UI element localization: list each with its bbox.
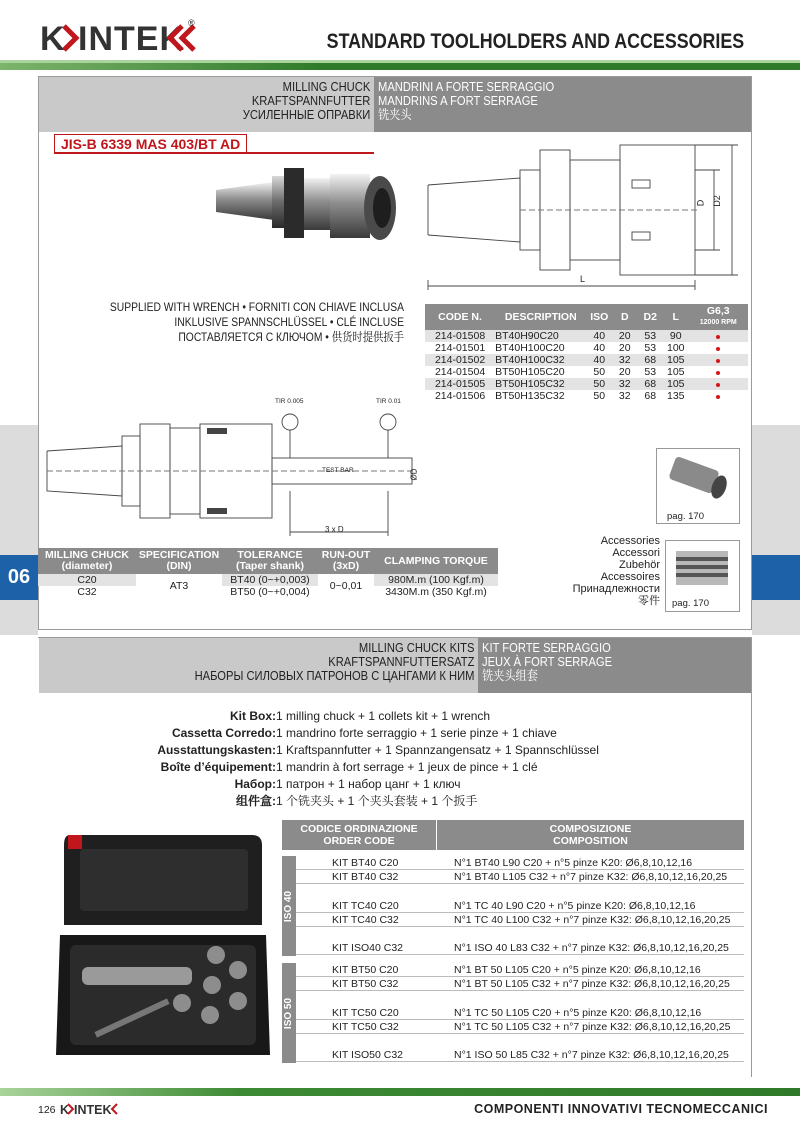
kit-case-icon <box>52 825 274 1065</box>
spec-col-specification: SPECIFICATION (DIN) <box>136 548 222 574</box>
kit-composition: N°1 ISO 40 L83 C32 + n°7 pinze K32: Ø6,8,10,12,16,20,25 <box>454 942 729 955</box>
iso50-rows <box>296 963 744 1062</box>
footer-rule <box>0 1088 800 1096</box>
kit-row <box>296 927 744 941</box>
product-cell: 40 <box>587 330 613 342</box>
red-dot-icon <box>716 335 720 339</box>
kit-code: KIT TC50 C20 <box>332 1006 399 1019</box>
kits-title-de: KRAFTSPANNFUTTERSATZ <box>327 654 474 669</box>
kit-composition: N°1 BT 50 L105 C32 + n°7 pinze K32: Ø6,8,10,12,16,20,25 <box>454 978 730 991</box>
runout-drawing-icon <box>42 396 422 541</box>
milling-chuck-image-icon <box>212 160 402 255</box>
kit-col-composition: COMPOSIZIONE COMPOSITION <box>436 820 744 850</box>
acc-en: Accessories <box>600 535 660 547</box>
svg-text:K: K <box>60 1103 70 1117</box>
product-cell: 50 <box>593 366 606 378</box>
kit-row <box>296 899 744 913</box>
product-cell: 135 <box>666 390 685 402</box>
acc-zh: 零件 <box>638 595 660 607</box>
availability-dot <box>689 390 749 402</box>
availability-dot <box>689 342 749 354</box>
iso40-label: ISO 40 <box>283 890 295 922</box>
kit-line-ru: Набор: 1 патрон + 1 набор цанг + 1 ключ <box>234 777 461 791</box>
kit-composition: N°1 BT 50 L105 C20 + n°5 pinze K20: Ø6,8,10,12,16 <box>454 964 701 976</box>
red-dot-icon <box>716 347 720 351</box>
iso40-label-bar <box>282 856 296 956</box>
collet-icon <box>666 541 739 595</box>
kintek-small-logo-icon <box>60 1101 120 1117</box>
chuck-drawing <box>420 140 750 295</box>
col-description: DESCRIPTION <box>495 304 586 330</box>
product-cell: 105 <box>663 378 689 390</box>
product-cell: 214-01508 <box>425 330 495 342</box>
iso40-rows <box>296 856 744 955</box>
kit-code <box>296 927 436 941</box>
tir2-label: TIR 0.01 <box>376 398 401 405</box>
kit-code: KIT TC40 C20 <box>332 899 399 912</box>
col-d: D <box>612 304 638 330</box>
product-cell: 68 <box>638 378 664 390</box>
kit-code <box>296 884 436 898</box>
standard-underline <box>54 152 374 154</box>
accessory-1-page[interactable]: pag. 170 <box>667 511 704 522</box>
kit-composition: N°1 TC 50 L105 C32 + n°7 pinze K32: Ø6,8,10,12,16,20,25 <box>454 1020 731 1033</box>
product-cell: 20 <box>618 366 631 378</box>
product-row <box>425 330 748 342</box>
product-cell: 214-01502 <box>425 354 495 366</box>
product-cell: 32 <box>612 378 638 390</box>
footer-tagline: COMPONENTI INNOVATIVI TECNOMECCANICI <box>474 1102 768 1116</box>
kit-line-fr: Boîte d’équipement: 1 mandrin à fort serrage + 1 jeux de pince + 1 clé <box>160 760 538 774</box>
spec-torque-c20: 980M.m (100 Kgf.m) <box>374 574 498 586</box>
footer-logo <box>60 1101 120 1117</box>
acc-it: Accessori <box>612 547 660 559</box>
kit-row <box>296 1006 744 1020</box>
title-en: MILLING CHUCK <box>282 79 370 94</box>
accessory-2-page[interactable]: pag. 170 <box>672 598 709 609</box>
red-dot-icon <box>716 395 720 399</box>
spec-tolerance-c20: BT40 (0~+0,003) <box>222 574 318 586</box>
kit-code: KIT BT40 C32 <box>332 871 399 884</box>
page-number: 126 <box>38 1104 56 1116</box>
product-cell: 105 <box>663 354 689 366</box>
milling-chuck-titles-left <box>222 80 370 122</box>
red-dot-icon <box>716 359 720 363</box>
balance-rpm: 12000 RPM <box>699 319 737 326</box>
kit-code <box>296 991 436 1005</box>
kit-code: KIT BT50 C20 <box>332 964 399 976</box>
product-cell: 100 <box>666 342 685 354</box>
kit-composition <box>436 1034 744 1048</box>
3xd-label: 3 x D <box>325 525 344 534</box>
kit-code: KIT ISO40 C32 <box>332 942 404 955</box>
spec-tolerance-c32: BT50 (0~+0,004) <box>230 586 310 598</box>
availability-dot <box>689 378 749 390</box>
kit-contents <box>150 708 750 810</box>
tir1-label: TIR 0.005 <box>275 398 304 405</box>
spec-col-torque: CLAMPING TORQUE <box>374 548 498 574</box>
kit-table-header <box>282 820 744 850</box>
acc-fr: Accessoires <box>600 571 660 583</box>
iso50-label: ISO 50 <box>283 997 295 1029</box>
side-stripe <box>0 425 38 635</box>
product-cell: BT40H100C32 <box>495 354 586 366</box>
red-dot-icon <box>716 383 720 387</box>
page-title: STANDARD TOOLHOLDERS AND ACCESSORIES <box>326 30 744 53</box>
title-fr: MANDRINS A FORT SERRAGE <box>378 93 538 108</box>
spec-specification: AT3 <box>136 574 222 598</box>
kit-row <box>296 1048 744 1062</box>
product-cell: 40 <box>593 342 606 354</box>
product-cell: 20 <box>618 342 631 354</box>
title-it: MANDRINI A FORTE SERRAGGIO <box>378 79 555 94</box>
product-cell: 68 <box>644 390 657 402</box>
kits-title-fr: JEUX À FORT SERRAGE <box>482 654 613 669</box>
red-dot-icon <box>716 371 720 375</box>
kit-row <box>296 856 744 870</box>
dim-l-label: L <box>580 274 586 284</box>
product-cell: 53 <box>644 366 657 378</box>
kit-row <box>296 941 744 955</box>
product-cell: 214-01504 <box>434 366 486 378</box>
od-label: ØD <box>409 468 419 481</box>
kits-titles-left <box>149 641 474 683</box>
product-cell: BT40H90C20 <box>495 330 586 342</box>
product-cell: 32 <box>612 354 638 366</box>
balance-grade: G6,3 <box>706 305 730 317</box>
kit-code: KIT BT40 C20 <box>332 857 399 869</box>
kit-col-code: CODICE ORDINAZIONE ORDER CODE <box>282 820 436 850</box>
testbar-drawing <box>42 396 422 541</box>
kits-title-it: KIT FORTE SERRAGGIO <box>482 640 611 655</box>
kit-composition: N°1 BT40 L105 C32 + n°7 pinze K32: Ø6,8,10,12,16,20,25 <box>454 871 728 884</box>
accessories-labels <box>573 535 660 607</box>
kit-row <box>296 991 744 1005</box>
kit-composition <box>436 927 744 941</box>
supplied-line-2: INKLUSIVE SPANNSCHLÜSSEL • CLÉ INCLUSE <box>174 315 404 329</box>
dim-d-label: D <box>695 199 706 207</box>
product-cell: 50 <box>593 390 606 402</box>
availability-dot <box>689 366 749 378</box>
product-cell: 53 <box>638 330 664 342</box>
kit-row <box>296 1034 744 1048</box>
product-row <box>425 390 748 402</box>
testbar-label: TEST BAR <box>322 467 354 474</box>
dimension-drawing-icon <box>420 140 750 295</box>
kit-composition: N°1 TC 40 L90 C20 + n°5 pinze K20: Ø6,8,10,12,16 <box>454 899 696 912</box>
col-d2: D2 <box>638 304 664 330</box>
standard-label: JIS-B 6339 MAS 403/BT AD <box>54 134 247 154</box>
accessory-2-image <box>665 540 740 612</box>
kit-composition <box>436 884 744 898</box>
iso50-label-bar <box>282 963 296 1063</box>
kit-row <box>296 913 744 927</box>
kit-composition: N°1 ISO 50 L85 C32 + n°7 pinze K32: Ø6,8,10,12,16,20,25 <box>454 1049 729 1062</box>
product-cell: 214-01505 <box>425 378 495 390</box>
kit-row <box>296 977 744 991</box>
spec-chuck-c20: C20 <box>38 574 136 586</box>
product-cell: 32 <box>618 390 631 402</box>
kit-row <box>296 870 744 884</box>
kit-line-en: Kit Box: 1 milling chuck + 1 collets kit + 1 wrench <box>230 709 491 723</box>
brand-logo <box>36 18 206 58</box>
product-row <box>425 366 748 378</box>
collet-wrench-icon <box>657 449 739 509</box>
product-cell: 40 <box>587 354 613 366</box>
availability-dot <box>689 330 749 342</box>
dim-d2-label: D2 <box>711 195 722 207</box>
section-tab[interactable]: 06 <box>0 555 38 600</box>
kit-row <box>296 884 744 898</box>
kit-table <box>282 820 744 850</box>
spec-col-chuck: MILLING CHUCK (diameter) <box>38 548 136 574</box>
kits-title-en: MILLING CHUCK KITS <box>358 640 474 655</box>
product-cell: BT40H100C20 <box>495 342 565 354</box>
acc-ru: Принадлежности <box>572 583 660 595</box>
product-row <box>425 342 748 354</box>
product-cell: 214-01501 <box>434 342 486 354</box>
product-cell: 105 <box>666 366 685 378</box>
kit-code: KIT ISO50 C32 <box>332 1049 404 1062</box>
svg-text:K: K <box>40 20 66 58</box>
spec-table <box>38 548 498 598</box>
kit-line-zh: 组件盒: 1 个铣夹头 + 1 个夹头套装 + 1 个扳手 <box>236 794 478 808</box>
kit-case-photo <box>52 825 274 1065</box>
availability-dot <box>689 354 749 366</box>
kit-code: KIT BT50 C32 <box>332 978 399 991</box>
kintek-logo-icon <box>36 18 206 58</box>
spec-col-tolerance: TOLERANCE (Taper shank) <box>222 548 318 574</box>
product-cell: 68 <box>638 354 664 366</box>
product-cell: BT50H135C32 <box>495 390 565 402</box>
product-row <box>425 378 748 390</box>
kit-row <box>296 963 744 977</box>
product-cell: BT50H105C32 <box>495 378 586 390</box>
product-cell: 50 <box>587 378 613 390</box>
title-de: KRAFTSPANNFUTTER <box>251 93 370 108</box>
supplied-line-3: ПОСТАВЛЯЕТСЯ С КЛЮЧОМ • 供货时提供扳手 <box>178 330 404 344</box>
product-cell: 53 <box>644 342 657 354</box>
acc-de: Zubehör <box>619 559 660 571</box>
product-cell: 20 <box>612 330 638 342</box>
product-cell: 90 <box>663 330 689 342</box>
registered-mark: ® <box>188 18 195 28</box>
side-tab-right <box>752 555 800 600</box>
kit-code: KIT TC50 C32 <box>332 1020 399 1033</box>
svg-text:INTEK: INTEK <box>74 1103 112 1117</box>
side-stripe-right <box>752 425 800 635</box>
col-iso: ISO <box>587 304 613 330</box>
kit-composition: N°1 TC 50 L105 C20 + n°5 pinze K20: Ø6,8,10,12,16 <box>454 1006 702 1019</box>
supplied-note <box>62 300 404 345</box>
product-cell: 214-01506 <box>434 390 486 402</box>
kits-title-zh: 铣夹头组套 <box>482 668 538 683</box>
col-balance <box>689 304 749 330</box>
chuck-photo <box>212 160 402 255</box>
spec-torque-c32: 3430M.m (350 Kgf.m) <box>385 586 487 598</box>
kits-titles-right <box>482 641 633 683</box>
kit-code: KIT TC40 C32 <box>332 913 399 926</box>
product-row <box>425 354 748 366</box>
header-rule-light <box>0 60 800 63</box>
kit-code <box>296 1034 436 1048</box>
supplied-line-1: SUPPLIED WITH WRENCH • FORNITI CON CHIAVE INCLUSA <box>109 300 404 314</box>
kits-title-ru: НАБОРЫ СИЛОВЫХ ПАТРОНОВ С ЦАНГАМИ К НИМ <box>194 668 474 683</box>
title-zh: 铣夹头 <box>378 107 412 122</box>
spec-chuck-c32: C32 <box>77 586 97 598</box>
spec-runout: 0~0,01 <box>318 574 374 598</box>
product-table <box>425 304 748 402</box>
accessory-1-image <box>656 448 740 524</box>
kit-composition: N°1 TC 40 L100 C32 + n°7 pinze K32: Ø6,8,10,12,16,20,25 <box>454 913 731 926</box>
kit-composition <box>436 991 744 1005</box>
kit-line-it: Cassetta Corredo: 1 mandrino forte serraggio + 1 serie pinze + 1 chiave <box>171 726 557 740</box>
col-l: L <box>663 304 689 330</box>
milling-chuck-titles-right <box>378 80 583 122</box>
col-code: CODE N. <box>425 304 495 330</box>
kit-composition: N°1 BT40 L90 C20 + n°5 pinze K20: Ø6,8,10,12,16 <box>454 857 693 869</box>
title-ru: УСИЛЕННЫЕ ОПРАВКИ <box>242 107 370 122</box>
kit-line-de: Ausstattungskasten: 1 Kraftspannfutter + 1 Spannzangensatz + 1 Spannschlüssel <box>157 743 599 757</box>
svg-text:INTEK: INTEK <box>78 20 185 58</box>
spec-col-runout: RUN-OUT (3xD) <box>318 548 374 574</box>
product-cell: BT50H105C20 <box>495 366 565 378</box>
kit-row <box>296 1020 744 1034</box>
